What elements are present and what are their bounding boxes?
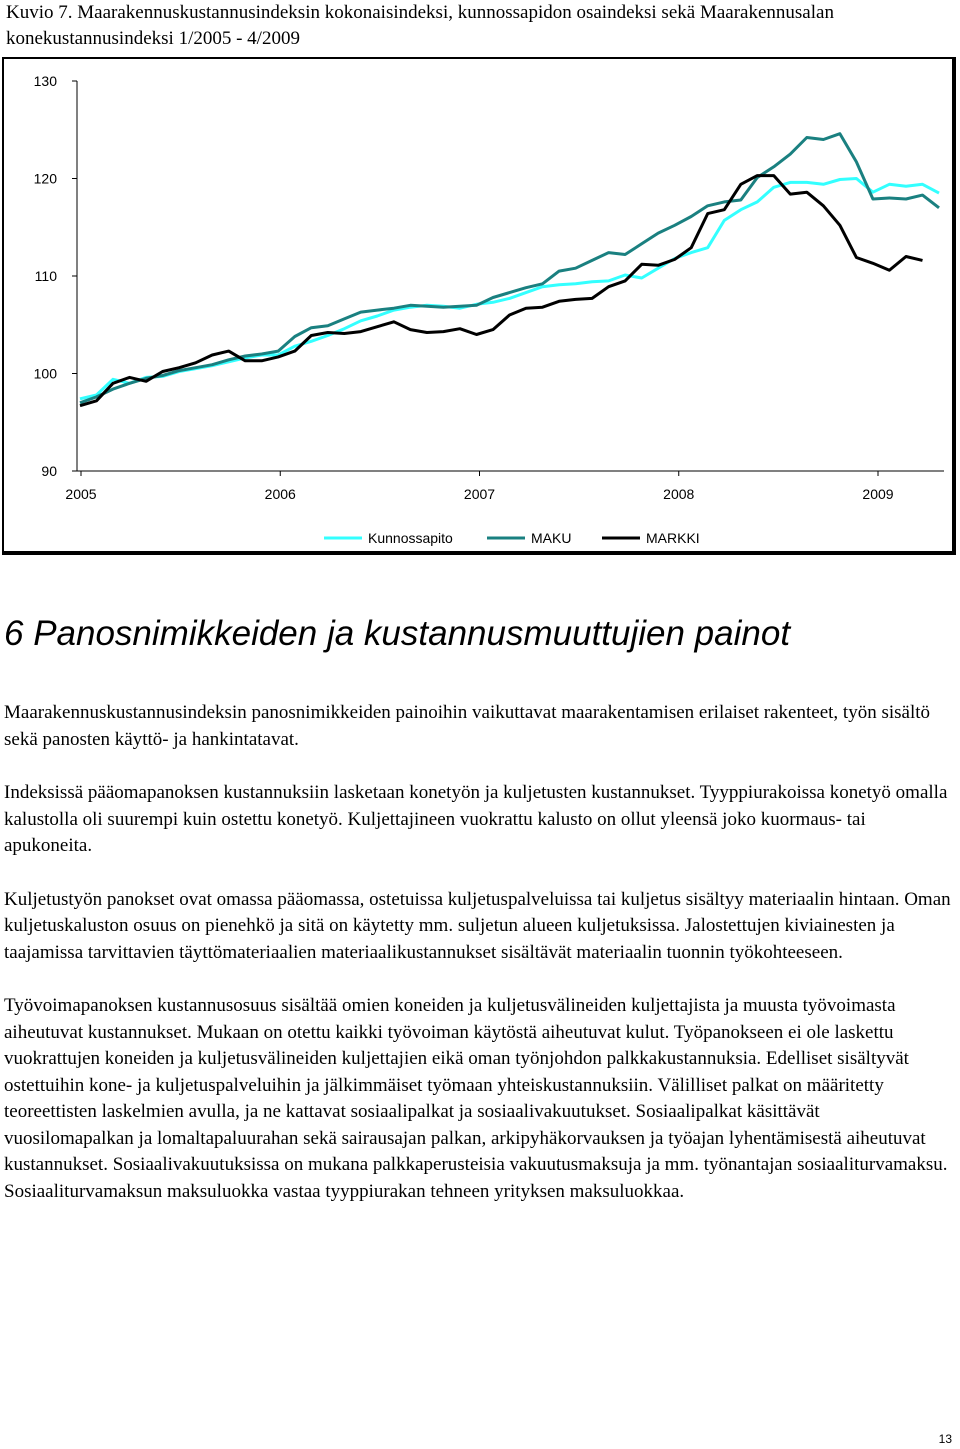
- figure-caption: Kuvio 7. Maarakennuskustannusindeksin kokonaisindeksi, kunnossapidon osaindeksi sekä Maarakennusalan konekustannusindeksi 1/2005 - 4/2009: [6, 2, 834, 49]
- paragraph: Maarakennuskustannusindeksin panosnimikkeiden painoihin vaikuttavat maarakentamisen erilaiset rakenteet, työn sisältö sekä panosten käyttö- ja hankintatavat.: [4, 702, 930, 750]
- x-tick-label: 2009: [862, 486, 894, 502]
- line-chart: [4, 59, 954, 553]
- x-tick-label: 2006: [264, 486, 296, 502]
- y-tick-label: 90: [41, 463, 57, 479]
- x-axis: [65, 471, 944, 502]
- chart-legend: [324, 530, 700, 546]
- legend-label: MARKKI: [646, 530, 700, 546]
- body-text: [4, 700, 954, 1232]
- section-heading: 6 Panosnimikkeiden ja kustannusmuuttujien painot: [4, 614, 791, 653]
- paragraph: Indeksissä pääomapanoksen kustannuksiin lasketaan konetyön ja kuljetusten kustannukset. Tyyppiurakoissa konetyö omalla kalustolla oli suurempi kuin ostettu konetyö. Kuljettajineen vuokrattu kalusto on ollut yleensä joko kuormaus- tai apukoneita.: [4, 782, 948, 856]
- y-tick-label: 130: [33, 73, 57, 89]
- legend-label: MAKU: [531, 530, 572, 546]
- series-line-maku: [80, 134, 939, 403]
- x-tick-label: 2008: [663, 486, 695, 502]
- x-tick-label: 2007: [463, 486, 496, 502]
- page-number: 13: [938, 1432, 952, 1446]
- chart-frame: [2, 57, 956, 555]
- series-lines: [80, 134, 939, 406]
- x-tick-label: 2005: [65, 486, 97, 502]
- y-tick-label: 110: [34, 268, 57, 284]
- y-tick-label: 120: [33, 170, 57, 187]
- y-tick-label: 100: [33, 365, 57, 382]
- y-axis: [34, 73, 77, 479]
- series-line-markki: [80, 176, 923, 406]
- paragraph: Työvoimapanoksen kustannusosuus sisältää omien koneiden ja kuljetusvälineiden kuljettajista ja muusta työvoimasta aiheutuvat kustannukset. Mukaan on otettu kaikki työvoiman käytöstä aiheutuvat kulut. Työpanokseen ei ole laskettu vuokrattujen koneiden ja kuljetusvälineiden kuljettajien eikä oman työnjohdon palkkakustannuksia. Edelliset sisältyvät ostettuihin kone- ja kuljetuspalveluihin ja jälkimmäiset työmaan yhteiskustannuksiin. Välilliset palkat on määritetty teoreettisten laskelmien avulla, ja ne kattavat sosiaalipalkat ja sosiaalivakuutukset. Sosiaalipalkat käsittävät vuosilomapalkan ja lomaltapaluurahan sekä sairausajan palkan, arkipyhäkorvauksen ja työajan lyhentämisestä aiheutuvat kustannukset. Sosiaalivakuutuksissa on mukana palkkaperusteisia vakuutusmaksuja ja mm. työnantajan sosiaaliturvamaksu. Sosiaaliturvamaksun maksuluokka vastaa tyyppiurakan tehneen yrityksen maksuluokkaa.: [4, 995, 948, 1202]
- paragraph: Kuljetustyön panokset ovat omassa pääomassa, ostetuissa kuljetuspalveluissa tai kuljetus sisältyy materiaalin hintaan. Oman kuljetuskaluston osuus on pienehkö ja sitä on käytetty mm. suljetun alueen kuljetuksissa. Jalostettujen kiviainesten ja taajamissa tarvittavien täyttömateriaalien materiaalikustannukset sisältävät materiaalin tuonnin työkohteeseen.: [4, 888, 951, 963]
- legend-label: Kunnossapito: [368, 530, 453, 546]
